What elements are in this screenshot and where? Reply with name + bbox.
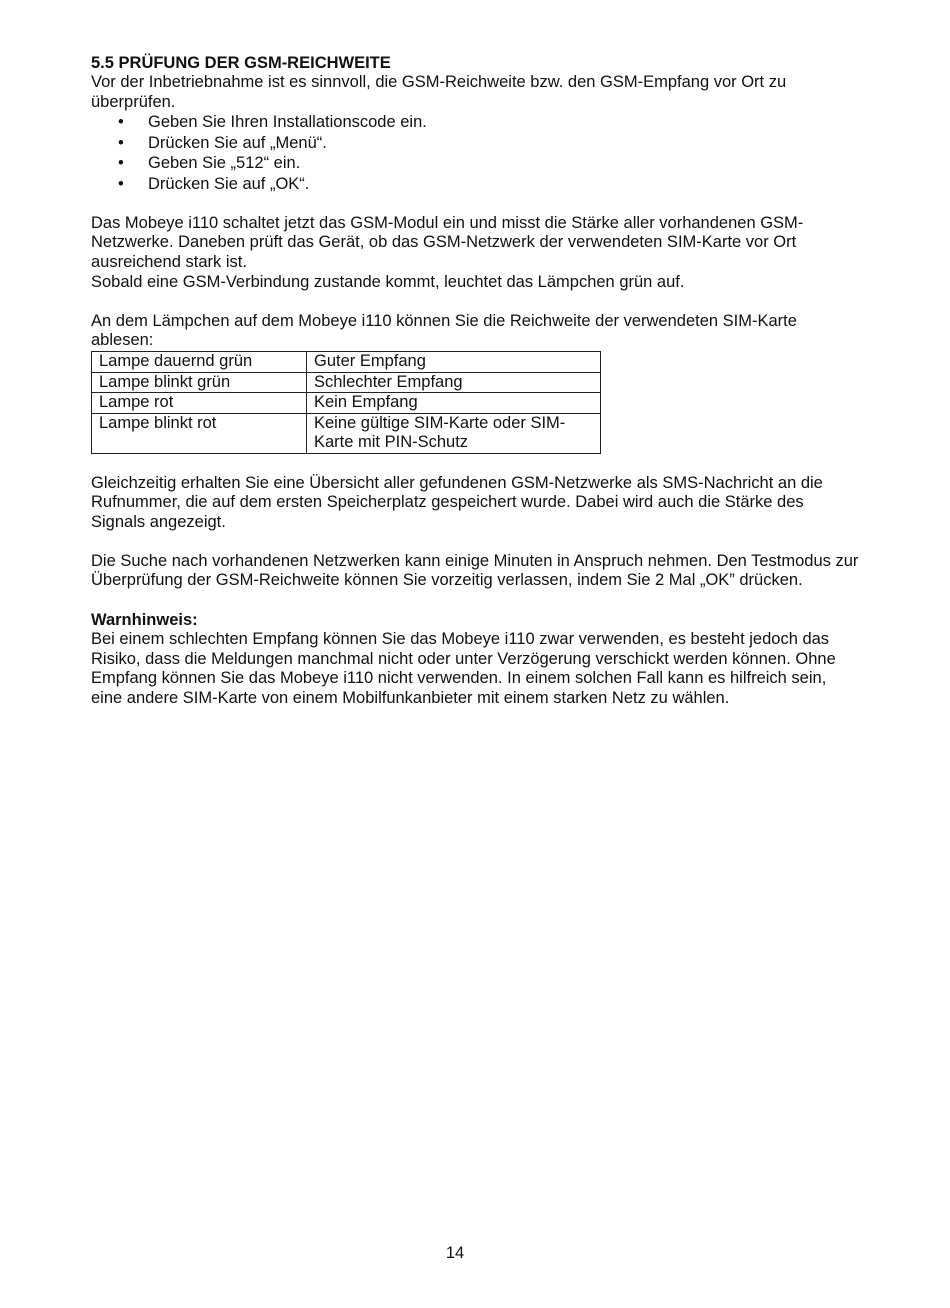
page-number: 14 bbox=[445, 1244, 465, 1262]
reception-cell: Kein Empfang bbox=[307, 393, 601, 414]
step-text: Geben Sie „512“ ein. bbox=[148, 154, 301, 173]
lamp-state-cell: Lampe dauernd grün bbox=[92, 351, 307, 372]
spacer bbox=[91, 591, 861, 611]
table-row bbox=[92, 393, 601, 414]
lamp-state-cell: Lampe blinkt grün bbox=[92, 372, 307, 393]
lamp-state-cell: Lampe rot bbox=[92, 393, 307, 414]
table-row bbox=[92, 372, 601, 393]
table-row bbox=[92, 351, 601, 372]
reception-cell: Keine gültige SIM-Karte oder SIM-Karte mit PIN-Schutz bbox=[307, 413, 601, 453]
list-item bbox=[91, 133, 861, 154]
reception-cell: Schlechter Empfang bbox=[307, 372, 601, 393]
spacer bbox=[91, 454, 861, 474]
sms-overview-paragraph: Gleichzeitig erhalten Sie eine Übersicht aller gefundenen GSM-Netzwerke als SMS-Nachricht an die Rufnummer, die auf dem ersten Speicherplatz gespeichert wurde. Dabei wird auch die Stärke des Signals angezeigt. bbox=[91, 473, 823, 531]
intro-paragraph: Vor der Inbetriebnahme ist es sinnvoll, die GSM-Reichweite bzw. den GSM-Empfang vor Ort zu überprüfen. bbox=[91, 73, 787, 111]
warning-title: Warnhinweis: bbox=[91, 610, 198, 629]
search-duration-paragraph: Die Suche nach vorhandenen Netzwerken kann einige Minuten in Anspruch nehmen. Den Testmodus zur Überprüfung der GSM-Reichweite können Sie vorzeitig verlassen, indem Sie 2 Mal „OK” drücken. bbox=[91, 551, 859, 590]
bullet-icon: • bbox=[118, 154, 124, 173]
reception-cell: Guter Empfang bbox=[307, 351, 601, 372]
list-item bbox=[91, 153, 861, 174]
table-row bbox=[92, 413, 601, 453]
step-text: Drücken Sie auf „Menü“. bbox=[148, 133, 327, 152]
list-item bbox=[91, 112, 861, 133]
lamp-status-table bbox=[91, 351, 601, 454]
gsm-module-paragraph: Das Mobeye i110 schaltet jetzt das GSM-Modul ein und misst die Stärke aller vorhandenen GSM-Netzwerke. Daneben prüft das Gerät, ob das GSM-Netzwerk der verwendeten SIM-Karte vor Ort ausreichend stark ist. bbox=[91, 213, 804, 271]
spacer bbox=[91, 194, 861, 214]
bullet-icon: • bbox=[118, 113, 124, 132]
warning-text: Bei einem schlechten Empfang können Sie das Mobeye i110 zwar verwenden, es besteht jedoch das Risiko, dass die Meldungen manchmal nicht oder unter Verzögerung verschickt werden können. Ohne Empfang können Sie das Mobeye i110 nicht verwenden. In einem solchen Fall kann es hilfreich sein, eine andere SIM-Karte von einem Mobilfunkanbieter mit einem starken Netz zu wählen. bbox=[91, 630, 836, 708]
step-text: Drücken Sie auf „OK“. bbox=[148, 174, 310, 193]
step-text: Geben Sie Ihren Installationscode ein. bbox=[148, 113, 427, 132]
connection-paragraph: Sobald eine GSM-Verbindung zustande kommt, leuchtet das Lämpchen grün auf. bbox=[91, 272, 685, 291]
section-heading: 5.5 PRÜFUNG DER GSM-REICHWEITE bbox=[91, 54, 391, 72]
bullet-icon: • bbox=[118, 133, 124, 152]
spacer bbox=[91, 532, 861, 552]
lamp-state-cell: Lampe blinkt rot bbox=[92, 413, 307, 453]
list-item bbox=[91, 174, 861, 195]
table-intro-paragraph: An dem Lämpchen auf dem Mobeye i110 können Sie die Reichweite der verwendeten SIM-Karte ablesen: bbox=[91, 311, 797, 350]
document-page bbox=[91, 53, 861, 709]
steps-list bbox=[91, 112, 861, 194]
spacer bbox=[91, 292, 861, 312]
bullet-icon: • bbox=[118, 174, 124, 193]
